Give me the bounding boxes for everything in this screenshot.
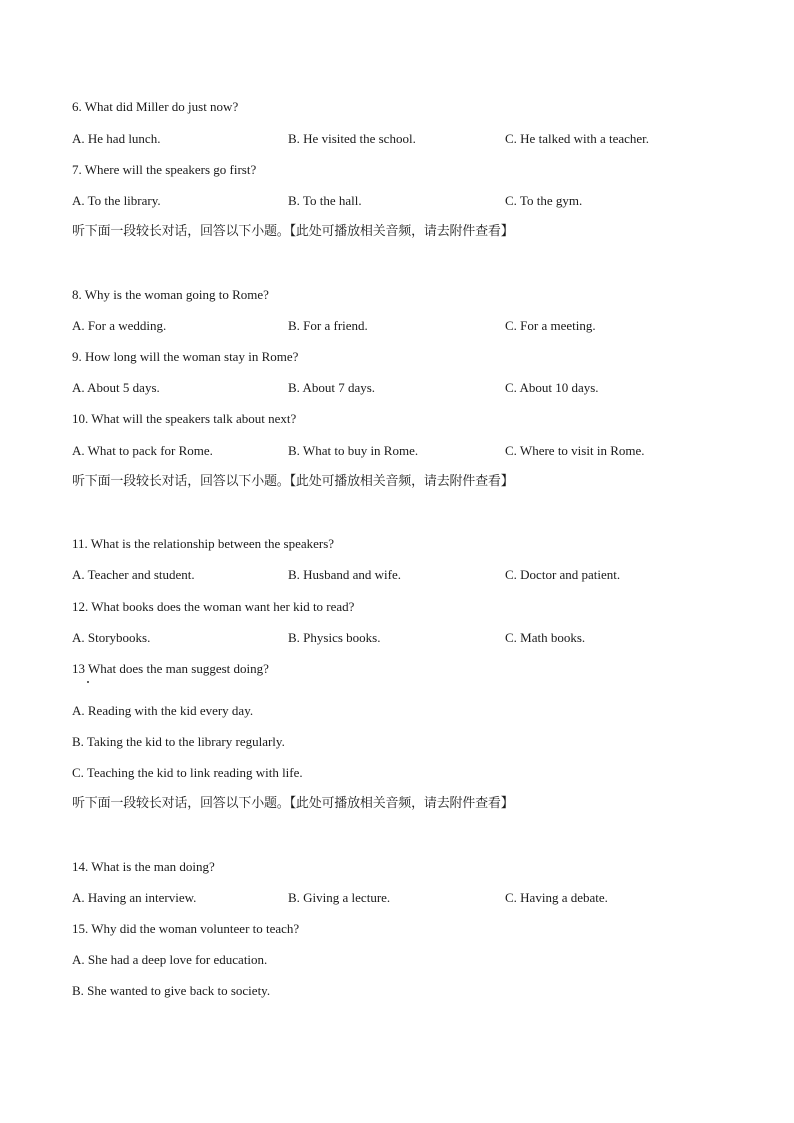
question-10: 10. What will the speakers talk about next? [72, 411, 297, 426]
question-12: 12. What books does the woman want her kid to read? [72, 599, 355, 614]
option-12a: A. Storybooks. [72, 630, 151, 645]
option-7b: B. To the hall. [288, 193, 362, 208]
question-13: 13 What does the man suggest doing? [72, 661, 269, 676]
question-6: 6. What did Miller do just now? [72, 99, 239, 114]
option-14b: B. Giving a lecture. [288, 890, 391, 905]
question-11: 11. What is the relationship between the speakers? [72, 536, 335, 551]
option-10a: A. What to pack for Rome. [72, 443, 213, 458]
option-7c: C. To the gym. [505, 193, 583, 208]
option-13b: B. Taking the kid to the library regularly. [72, 734, 285, 749]
option-12c: C. Math books. [505, 630, 586, 645]
question-8: 8. Why is the woman going to Rome? [72, 287, 269, 302]
stray-dot-mark [87, 681, 89, 683]
option-9c: C. About 10 days. [505, 380, 599, 395]
option-13c: C. Teaching the kid to link reading with life. [72, 765, 303, 780]
option-6b: B. He visited the school. [288, 131, 416, 146]
option-11b: B. Husband and wife. [288, 567, 402, 582]
listening-instruction-1: 听下面一段较长对话，回答以下小题。【此处可播放相关音频，请去附件查看】 [72, 224, 514, 239]
option-14a: A. Having an interview. [72, 890, 197, 905]
option-10c: C. Where to visit in Rome. [505, 443, 645, 458]
listening-instruction-3: 听下面一段较长对话，回答以下小题。【此处可播放相关音频，请去附件查看】 [72, 796, 514, 811]
option-9a: A. About 5 days. [72, 380, 160, 395]
option-10b: B. What to buy in Rome. [288, 443, 419, 458]
option-15b: B. She wanted to give back to society. [72, 983, 271, 998]
question-15: 15. Why did the woman volunteer to teach? [72, 921, 300, 936]
option-6a: A. He had lunch. [72, 131, 161, 146]
option-6c: C. He talked with a teacher. [505, 131, 650, 146]
option-7a: A. To the library. [72, 193, 161, 208]
option-11c: C. Doctor and patient. [505, 567, 621, 582]
option-13a: A. Reading with the kid every day. [72, 703, 254, 718]
option-8a: A. For a wedding. [72, 318, 167, 333]
question-7: 7. Where will the speakers go first? [72, 162, 257, 177]
option-8c: C. For a meeting. [505, 318, 596, 333]
option-12b: B. Physics books. [288, 630, 381, 645]
option-11a: A. Teacher and student. [72, 567, 195, 582]
option-8b: B. For a friend. [288, 318, 368, 333]
option-14c: C. Having a debate. [505, 890, 608, 905]
question-9: 9. How long will the woman stay in Rome? [72, 349, 299, 364]
option-15a: A. She had a deep love for education. [72, 952, 268, 967]
question-14: 14. What is the man doing? [72, 859, 215, 874]
option-9b: B. About 7 days. [288, 380, 376, 395]
listening-instruction-2: 听下面一段较长对话，回答以下小题。【此处可播放相关音频，请去附件查看】 [72, 474, 514, 489]
